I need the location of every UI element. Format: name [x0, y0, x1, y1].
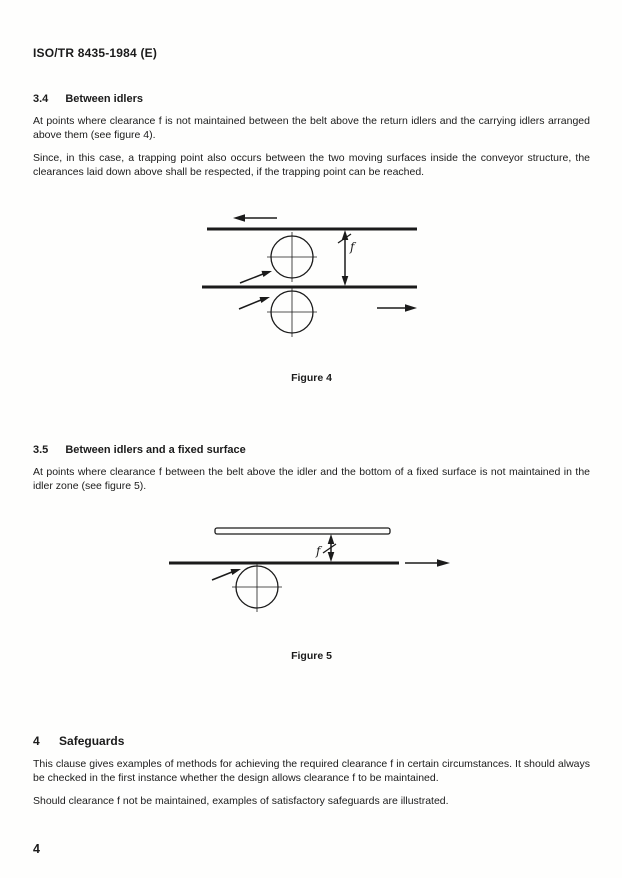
section-3-5-heading — [33, 444, 590, 456]
nip-point-arrow-upper — [240, 271, 272, 283]
direction-arrow-right — [405, 559, 450, 567]
figure-5-diagram — [167, 523, 457, 627]
nip-point-arrow — [212, 569, 241, 580]
clearance-dimension — [315, 534, 336, 562]
clearance-label-f: f — [349, 240, 354, 254]
paragraph-4-2: Should clearance f not be maintained, examples of satisfactory safeguards are illustrated. — [33, 795, 449, 807]
section-number: 4 — [33, 734, 40, 748]
clearance-dimension — [338, 230, 357, 286]
lower-idler-circle — [267, 287, 317, 337]
paragraph-4-1: This clause gives examples of methods for achieving the required clearance f in certain circumstances. It should always be checked in the first instance whether the design allows clearance f to be maintained. — [33, 758, 590, 784]
paragraph-3-4-1: At points where clearance f is not maintained between the belt above the return idlers and the carrying idlers arranged above them (see figure 4). — [33, 115, 590, 141]
clearance-label-f: f — [315, 544, 320, 558]
figure-4 — [33, 209, 590, 384]
fixed-surface-bar — [215, 528, 390, 534]
figure-5-caption: Figure 5 — [291, 650, 332, 662]
section-3-4-heading — [33, 93, 590, 105]
nip-point-arrow-lower — [239, 297, 270, 309]
figure-5 — [33, 523, 590, 662]
direction-arrow-left — [233, 214, 277, 222]
section-title: Safeguards — [59, 734, 125, 748]
section-4-heading — [33, 734, 590, 748]
paragraph-3-5-1: At points where clearance f between the belt above the idler and the bottom of a fixed surface is not maintained in the idler zone (see figure 5). — [33, 466, 590, 492]
figure-4-caption: Figure 4 — [291, 372, 332, 384]
direction-arrow-right — [377, 304, 417, 312]
section-title: Between idlers and a fixed surface — [65, 444, 246, 456]
section-title: Between idlers — [65, 93, 143, 105]
figure-4-diagram — [202, 209, 422, 351]
upper-idler-circle — [267, 232, 317, 282]
page-number: 4 — [33, 842, 40, 856]
section-number: 3.4 — [33, 93, 49, 105]
section-number: 3.5 — [33, 444, 49, 456]
paragraph-3-4-2: Since, in this case, a trapping point also occurs between the two moving surfaces inside the conveyor structure, the clearances laid down above shall be respected, if the trapping point can be reached. — [33, 152, 590, 178]
doc-reference: ISO/TR 8435-1984 (E) — [33, 46, 158, 60]
